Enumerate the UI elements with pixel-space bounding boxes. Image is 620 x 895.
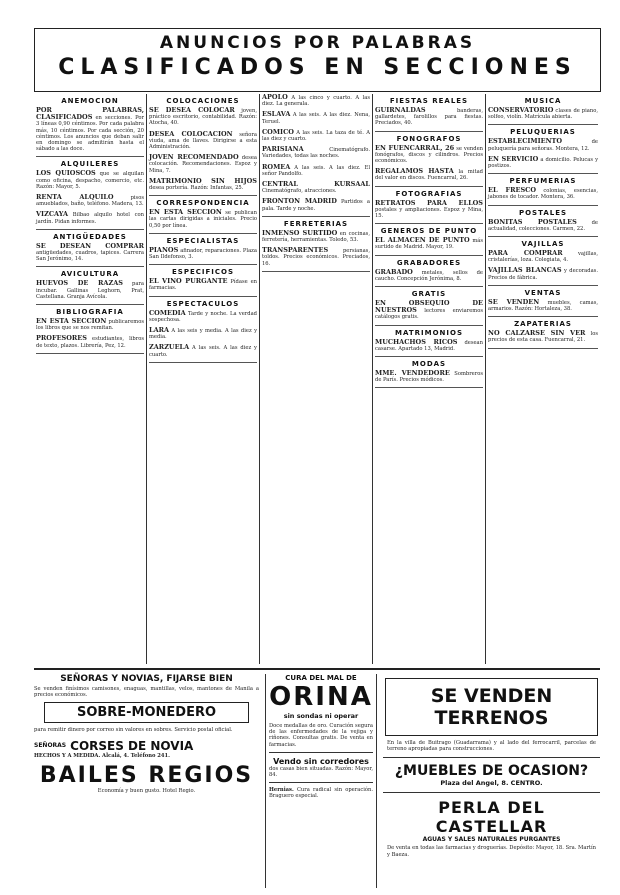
ad-lead: DESEA COLOCACION (149, 129, 233, 138)
terrenos-box (385, 678, 598, 736)
ad-text: estudiantes, libros de texto, plazos. Librería, Pez, 12. (36, 336, 144, 349)
ad-lead: RETRATOS PARA ELLOS (375, 198, 483, 207)
newspaper-page (30, 28, 600, 890)
section-title: FONOGRAFOS (396, 134, 462, 143)
section-title: ALQUILERES (60, 160, 120, 169)
ad-text: los precios de esta casa. Fuencarral, 21. (488, 331, 599, 344)
ad-text: publicaremos los libros que se nos remitan. (36, 319, 144, 332)
classified-ad (149, 154, 257, 174)
section-title: ESPECIALISTAS (166, 236, 240, 245)
ad-lead: NO CALZARSE SIN VER (488, 329, 586, 338)
monedero-text: para remitir dinero por correo sin valores en sobres. Servicio postal oficial. (34, 727, 233, 734)
perla-title: PERLA DEL CASTELLAR (435, 798, 548, 837)
section-title: MATRIMONIOS (395, 328, 463, 337)
section-title: GRABADORES (396, 258, 462, 267)
classified-ad (488, 330, 598, 343)
ad-lead: EN ESTA SECCION (36, 317, 107, 326)
ad-text: A las cinco y cuarto. A las diez. La generala. (262, 95, 370, 108)
ad-lead: BONITAS POSTALES (488, 217, 577, 226)
section-title: VAJILLAS (521, 240, 565, 249)
section-title: ANTIGÜEDADES (53, 232, 127, 241)
section-title: CORRESPONDENCIA (156, 199, 250, 208)
ad-lead: EL ALMACEN DE PUNTO (375, 236, 470, 245)
corses-text: HECHOS Y A MEDIDA. Alcalá, 4. Teléfono 241. (34, 752, 170, 759)
ad-lead: MME. VENDEDORE (375, 369, 450, 378)
ad-lead: PARISIANA (262, 145, 304, 154)
ad-text: A las seis. La taza de té. A las diez y cuarto. (262, 129, 370, 143)
ad-lead: EN OBSEQUIO DE NUESTROS (375, 299, 483, 315)
ad-text: desea portería. Razón: Infantas, 25. (149, 185, 244, 192)
ad-text: Cinematógrafo, atracciones. (262, 188, 337, 195)
section-title: FOTOGRAFIAS (395, 189, 463, 198)
classified-ad (375, 145, 483, 165)
ad-text: de actualidad, colecciones. Carmen, 22. (488, 219, 599, 232)
perla-sub: AGUAS Y SALES NATURALES PURGANTES (422, 836, 561, 844)
ad-text: Bilbao alquilo hotel con jardín. Pidan informes. (36, 212, 144, 225)
ad-text: lectores enviaremos catálogos gratis. (375, 308, 483, 321)
classified-ad (488, 187, 598, 200)
classified-ad (262, 129, 370, 142)
ad-text: Sombreros de París. Precios módicos. (375, 371, 484, 384)
ad-lead: SE DESEA COLOCAR (149, 106, 235, 114)
section-title: COLOCACIONES (166, 97, 240, 105)
hernias-ad (269, 787, 373, 799)
classified-ad (149, 247, 257, 260)
column-4 (372, 94, 485, 664)
novias-title: SEÑORAS Y NOVIAS, FIJARSE BIEN (60, 674, 233, 684)
column-5 (485, 94, 600, 664)
ad-lead: CONSERVATORIO (488, 106, 554, 114)
classified-ad (375, 200, 483, 220)
section-title: GRATIS (411, 290, 447, 299)
classified-ad (36, 318, 144, 331)
ad-lead: ZARZUELA (149, 343, 190, 352)
classified-ad (149, 209, 257, 229)
classified-ad (375, 107, 483, 127)
ad-text: persianas, toldos. Precios económicos. Preciados, 16. (262, 248, 370, 267)
ad-text: desean casarse. Apartado 13, Madrid. (375, 339, 483, 352)
section-title: ANEMOCION (61, 97, 119, 105)
classified-ad (262, 111, 370, 124)
ad-lead: GRABADO (375, 267, 413, 276)
classified-header (34, 28, 601, 92)
ad-lead: CENTRAL KURSAAL (262, 180, 370, 189)
ad-lead: APOLO (262, 94, 288, 101)
muebles-sub: Plaza del Angel, 8. CENTRO. (440, 779, 543, 788)
ad-text: en secciones. Por 3 líneas 0,90 céntimos. Por cada palabra más, 10 céntimos. Por cada sección, 20 céntimos. Los anuncios que deban salir en domingo se admitirán hasta el sábado a las doce. (36, 115, 144, 153)
header-line-1: ANUNCIOS POR PALABRAS (159, 33, 476, 53)
ad-lead: MATRIMONIO SIN HIJOS (149, 176, 257, 185)
section-title: MODAS (411, 360, 447, 369)
section-title: MUSICA (524, 97, 562, 105)
ad-lead: COMICO (262, 127, 294, 136)
ad-lead: EL VINO PURGANTE (149, 277, 228, 286)
classified-ad (488, 219, 598, 232)
bottom-middle-ads (265, 674, 377, 888)
column-1 (34, 94, 146, 664)
corses-head: SEÑORAS (34, 742, 67, 750)
classified-ad (149, 344, 257, 357)
classified-ad (36, 194, 144, 207)
corses-row (34, 739, 259, 753)
section-title: POSTALES (518, 208, 568, 217)
classified-ad (149, 278, 257, 291)
ad-lead: RENTA ALQUILO (36, 193, 114, 202)
classified-ad (375, 339, 483, 352)
ad-text: Tarde y noche. La verdad sospechosa. (149, 310, 257, 323)
ad-text: para incubar. Gallinas Leghorn, Prat, Castellana. Granja Avícola. (36, 281, 145, 300)
classified-ad (36, 170, 144, 190)
ad-text: A las seis. A las diez y cuarto. (149, 345, 257, 358)
classified-ad (262, 146, 370, 159)
classified-ad (149, 131, 257, 151)
classified-ad (36, 107, 144, 152)
section-title: FERRETERIAS (283, 219, 349, 228)
muebles-title: ¿MUEBLES DE OCASION? (394, 763, 589, 780)
classified-ad (488, 250, 598, 263)
classified-ad (375, 269, 483, 282)
vendo-title: Vendo sin corredores (273, 756, 369, 766)
ad-text: A las seis. A las diez. Nena, Teruel. (262, 112, 370, 125)
classified-ad (262, 247, 370, 267)
classified-ad (262, 94, 370, 107)
monedero-title: SOBRE-MONEDERO (76, 705, 217, 721)
ad-text: más surtido de Madrid. Mayor, 19. (375, 238, 483, 251)
ad-text: se publican las cartas dirigidas a iniciales. Precio 0,50 por línea. (149, 210, 257, 229)
ad-lead: VAJILLAS BLANCAS (488, 266, 562, 275)
ad-text: antigüedades, cuadros, tapices. Carrera San Jerónimo, 14. (36, 250, 144, 263)
corses-title: CORSES DE NOVIA (70, 738, 194, 753)
section-title: FIESTAS REALES (389, 97, 469, 105)
ad-text: pisos amueblados, baño, teléfono. Madera, 13. (36, 195, 144, 208)
ad-text: colonias, esencias, jabones de tocador. Montera, 36. (488, 188, 598, 201)
classified-ad (488, 138, 598, 151)
orina-tag: CURA DEL MAL DE (285, 674, 357, 682)
perla-text: De venta en todas las farmacias y droguerías. Depósito: Mayor, 18. Sra. Martín y Baeza. (387, 845, 596, 858)
section-title: AVICULTURA (60, 270, 120, 279)
bailes-title: BAILES REGIOS (39, 762, 254, 788)
ad-text: joven, práctico escritorio, contabilidad. Razón: Atocha, 40. (149, 108, 257, 127)
classified-columns (34, 94, 600, 664)
classified-ad (375, 168, 483, 181)
ad-lead: REGALAMOS HASTA (375, 167, 454, 176)
ad-lead: EN ESTA SECCION (149, 208, 222, 217)
ad-lead: MUCHACHOS RICOS (375, 337, 458, 346)
ad-lead: ESLAVA (262, 110, 291, 119)
bailes-text: Economía y buen gusto. Hotel Regio. (97, 787, 196, 794)
section-title: GENEROS DE PUNTO (380, 227, 478, 236)
classified-ad (36, 243, 144, 263)
orina-title: ORINA (269, 682, 373, 712)
ad-text: Partidos a pala. Tarde y noche. (262, 199, 370, 212)
ad-lead: GUIRNALDAS (375, 106, 426, 114)
classified-ad (149, 327, 257, 340)
classified-ad (149, 107, 257, 127)
section-title: VENTAS (524, 288, 562, 297)
column-3 (259, 94, 372, 664)
classified-ad (488, 107, 598, 120)
classified-ad (36, 211, 144, 224)
ad-lead: LOS QUIOSCOS (36, 169, 96, 178)
ad-lead: EL FRESCO (488, 186, 536, 195)
ad-lead: PROFESORES (36, 334, 87, 343)
classified-ad (262, 181, 370, 194)
bottom-left-ads (34, 674, 259, 888)
section-title: BIBLIOGRAFIA (56, 308, 124, 317)
ad-lead: LARA (149, 326, 170, 335)
classified-ad (149, 178, 257, 191)
section-title: ESPECTACULOS (166, 299, 240, 308)
ad-text: a domicilio. Pelucas y postizos. (488, 156, 599, 170)
classified-ad (375, 237, 483, 250)
bottom-right-ads (383, 674, 600, 888)
ad-text: de peluquería para señoras. Montera, 12. (488, 139, 598, 152)
ad-lead: FRONTON MADRID (262, 197, 337, 206)
section-title: PERFUMERIAS (509, 177, 577, 186)
classified-ad (262, 230, 370, 243)
classified-ad (262, 164, 370, 177)
orina-text: Doce medallas de oro. Curación segura de las enfermedades de la vejiga y riñones. Consultas gratis. De venta en farmacias. (269, 723, 373, 748)
terrenos-title: SE VENDEN TERRENOS (430, 685, 553, 729)
classified-ad (375, 300, 483, 321)
hernias-title: Hernias. (269, 787, 294, 794)
classified-ad (488, 267, 598, 280)
ad-text: metales, sellos de caucho. Concepción Jerónima, 8. (375, 269, 483, 282)
ad-text: A las seis. A las diez. El señor Pandolfo. (262, 164, 370, 177)
ad-text: muebles, camas, armarios. Razón: Hortaleza, 38. (488, 299, 598, 313)
ad-text: la mitad del valor en discos. Fuencarral, 26. (375, 169, 483, 182)
ad-lead: JOVEN RECOMENDADO (149, 153, 239, 162)
classified-ad (488, 299, 598, 312)
ad-text: Cinematógrafo. Variedades, todas las noches. (262, 147, 370, 160)
ad-lead: HUEVOS DE RAZAS (36, 279, 123, 288)
ad-lead: SE VENDEN (488, 297, 540, 306)
ad-text: vajillas, cristalerías, loza. Colegiata, 4. (488, 251, 599, 264)
column-2 (146, 94, 259, 664)
classified-ad (149, 310, 257, 323)
ad-lead: SE DESEAN COMPRAR (36, 241, 144, 250)
ad-lead: VIZCAYA (36, 210, 68, 219)
ad-text: Pídase en farmacias. (149, 279, 257, 292)
ad-text: postales y ampliaciones. Espoz y Mina, 15. (375, 206, 483, 220)
section-title: PELUQUERIAS (510, 128, 576, 137)
classified-ad (262, 198, 370, 211)
ad-lead: PARA COMPRAR (488, 249, 563, 258)
ad-text: clases de piano, solfeo, violín. Matrícula abierta. (488, 108, 598, 121)
ad-lead: INMENSO SURTIDO (262, 228, 338, 237)
monedero-box (44, 702, 249, 723)
terrenos-text: En la villa de Buitrago (Guadarrama) y al lado del ferrocarril, parcelas de terreno apropiadas para construcciones. (387, 740, 596, 753)
section-title: ZAPATERIAS (514, 320, 572, 329)
ad-lead: TRANSPARENTES (262, 246, 329, 255)
hernias-text: Cura radical sin operación. Braguero especial. (269, 787, 374, 800)
ad-lead: POR PALABRAS, CLASIFICADOS (36, 106, 144, 122)
section-title: ESPECIFICOS (172, 268, 234, 277)
ad-text: banderas, gallardetes, farolillos para fiestas. Preciados, 40. (375, 108, 483, 127)
ad-text: que se alquilan como oficina, despacho, comercio, etc. Razón: Mayor, 5. (36, 171, 144, 190)
ad-text: y decoradas. Precios de fábrica. (488, 268, 598, 281)
header-line-2: CLASIFICADOS EN SECCIONES (58, 55, 577, 80)
ad-text: A las seis y media. A las diez y media. (149, 328, 257, 341)
ad-text: desea colocación. Recomendaciones. Espoz y Mina, 7. (149, 155, 257, 174)
novias-text: Se venden finísimos camisones, enaguas, mantillas, velos, mantones de Manila a precios económicos. (34, 686, 259, 699)
ad-lead: EN SERVICIO (488, 154, 539, 163)
ad-lead: COMEDIA (149, 308, 186, 317)
orina-sub: sin sondas ni operar (283, 712, 359, 720)
classified-ad (488, 156, 598, 169)
classified-ad (36, 335, 144, 348)
ad-text: se venden fonógrafos, discos y cilindros. Precios económicos. (375, 145, 483, 165)
ad-lead: ESTABLECIMIENTO (488, 137, 563, 146)
classified-ad (36, 280, 144, 300)
ad-text: señora viuda, ama de llaves. Dirigirse a esta Administración. (149, 131, 257, 151)
ad-lead: EN FUENCARRAL, 26 (375, 143, 455, 152)
ad-text: en cocinas, ferretería, herramientas. Toledo, 53. (262, 230, 370, 244)
bottom-ads (34, 668, 600, 892)
vendo-text: dos casas bien situadas. Razón: Mayor, 84. (269, 765, 373, 779)
ad-text: afinador, reparaciones. Plaza San Ildefonso, 3. (149, 247, 257, 261)
ad-lead: PIANOS (149, 245, 179, 254)
ad-lead: ROMEA (262, 162, 291, 171)
classified-ad (375, 370, 483, 383)
